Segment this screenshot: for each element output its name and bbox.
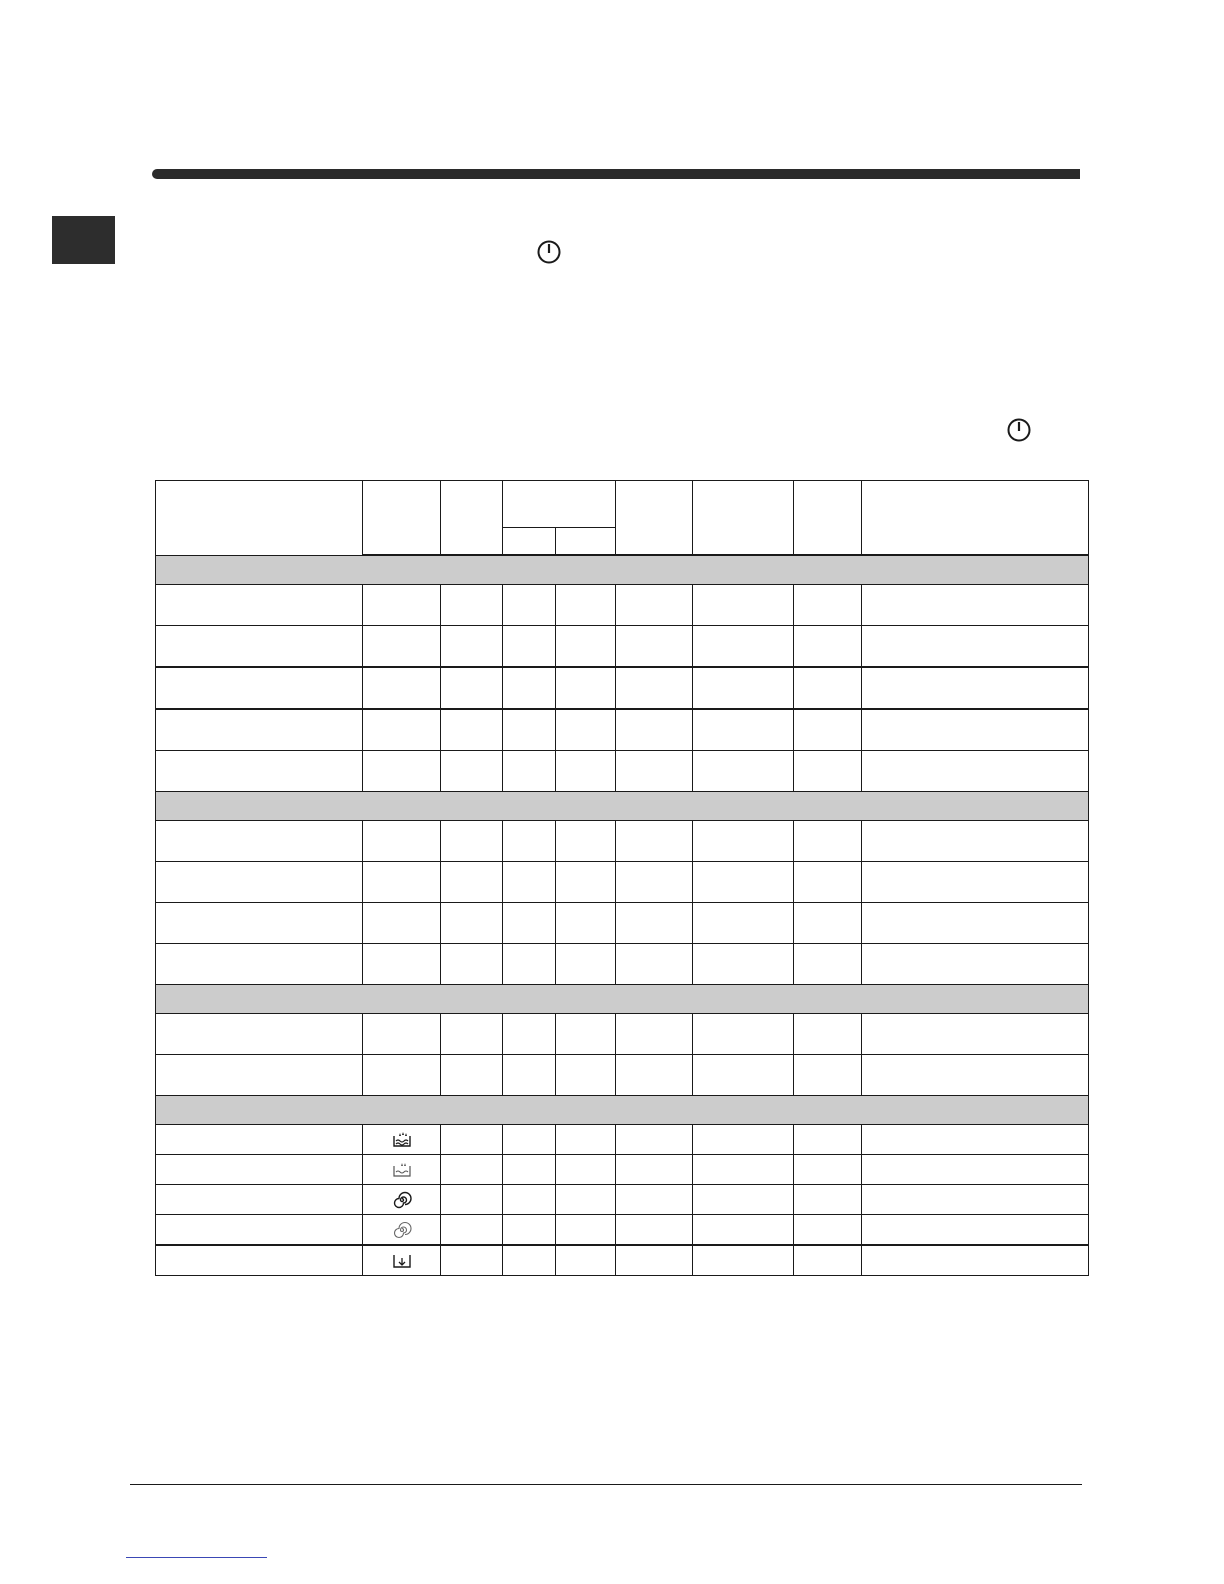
power-icon bbox=[536, 239, 562, 265]
delicate-rinse-icon bbox=[363, 1161, 440, 1179]
table-row bbox=[156, 862, 1089, 903]
table-row bbox=[156, 1215, 1089, 1246]
header-cell bbox=[862, 481, 1089, 556]
section-title-bar bbox=[152, 169, 1080, 179]
language-tab bbox=[52, 216, 115, 264]
header-cell bbox=[156, 481, 363, 556]
header-cell bbox=[441, 481, 503, 556]
subheader-cell bbox=[556, 528, 616, 556]
delicate-spin-icon bbox=[363, 1220, 440, 1240]
footer-link-underline[interactable] bbox=[126, 1557, 267, 1558]
table-row bbox=[156, 626, 1089, 668]
header-cell bbox=[693, 481, 794, 556]
section-row bbox=[156, 555, 1089, 585]
drain-icon bbox=[363, 1252, 440, 1270]
header-cell-group bbox=[503, 481, 616, 528]
table-row bbox=[156, 944, 1089, 985]
table-row bbox=[156, 709, 1089, 751]
section-row bbox=[156, 792, 1089, 821]
table-row bbox=[156, 1185, 1089, 1215]
table-row bbox=[156, 1155, 1089, 1185]
table-row bbox=[156, 751, 1089, 792]
power-icon bbox=[1006, 417, 1032, 443]
subheader-cell bbox=[503, 528, 556, 556]
header-cell bbox=[616, 481, 693, 556]
rinse-icon bbox=[363, 1131, 440, 1149]
table-row bbox=[156, 821, 1089, 862]
footer-divider bbox=[130, 1484, 1082, 1485]
section-row bbox=[156, 985, 1089, 1014]
table-row bbox=[156, 1245, 1089, 1276]
table-row bbox=[156, 667, 1089, 709]
table-row bbox=[156, 1055, 1089, 1096]
header-cell bbox=[363, 481, 441, 556]
wash-programs-table bbox=[155, 480, 1089, 1276]
table-header-row bbox=[156, 481, 1089, 528]
section-row bbox=[156, 1096, 1089, 1125]
spin-icon bbox=[363, 1190, 440, 1210]
table-row bbox=[156, 585, 1089, 626]
table-row bbox=[156, 1014, 1089, 1055]
table-row bbox=[156, 1125, 1089, 1155]
table-row bbox=[156, 903, 1089, 944]
header-cell bbox=[794, 481, 862, 556]
